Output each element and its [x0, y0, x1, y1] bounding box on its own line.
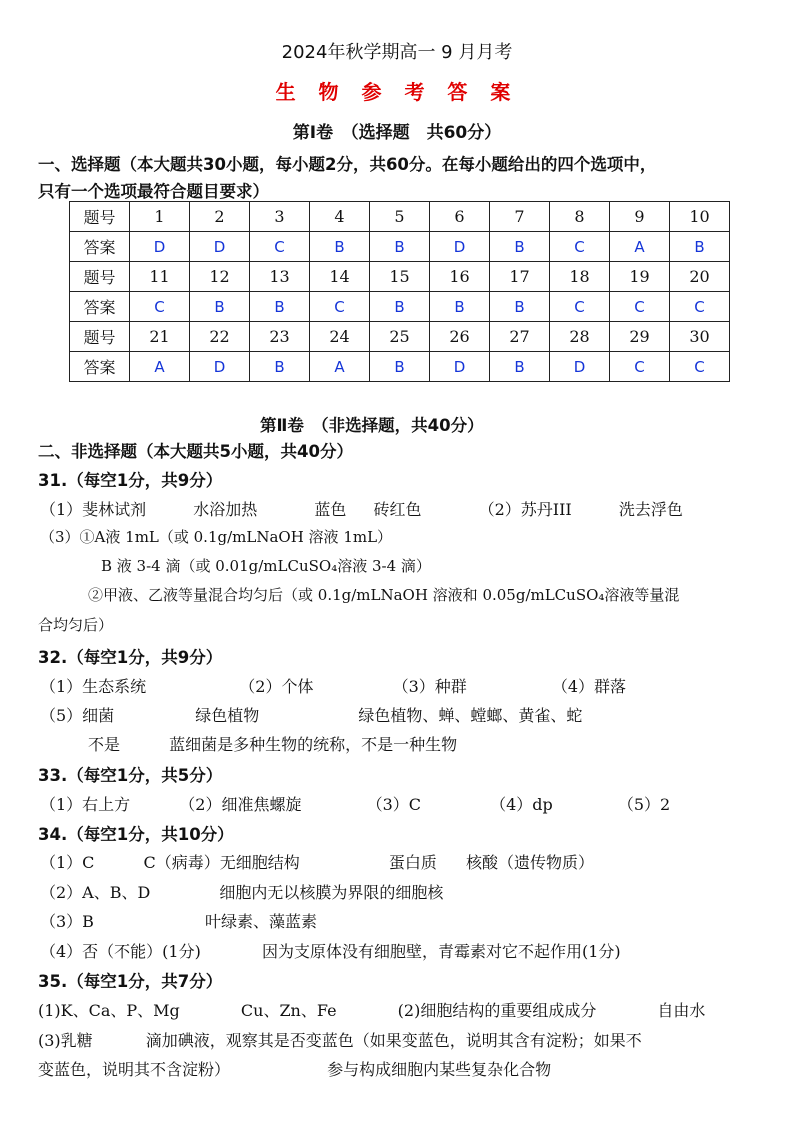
answer-cell: B [190, 292, 250, 322]
question-number-cell: 11 [130, 262, 190, 292]
q32-blank: （2）个体 [239, 677, 314, 696]
row-label-number: 题号 [70, 322, 130, 352]
question-number-cell: 9 [610, 202, 670, 232]
q33-blank: （4）dp [490, 795, 553, 814]
question-number-cell: 26 [430, 322, 490, 352]
row-label-answer: 答案 [70, 352, 130, 382]
table-row-numbers [70, 322, 730, 352]
q34-blank: （1）C [40, 853, 95, 872]
q31-blank: 蓝色 [314, 500, 347, 519]
q34-blank: （4）否（不能）(1分) [40, 942, 201, 961]
answer-cell: C [670, 352, 730, 382]
q35-blank: 滴加碘液，观察其是否变蓝色（如果变蓝色，说明其含有淀粉；如果不 [145, 1031, 642, 1050]
question-number-cell: 4 [310, 202, 370, 232]
row-label-number: 题号 [70, 262, 130, 292]
answer-cell: B [430, 292, 490, 322]
answer-cell: B [490, 292, 550, 322]
answer-cell: B [250, 352, 310, 382]
q32-blank: （5）细菌 [40, 706, 115, 725]
q34-blank: C（病毒）无细胞结构 [143, 853, 300, 872]
table-row-answers [70, 232, 730, 262]
q35-blank: (3)乳糖 [38, 1031, 93, 1050]
question-number-cell: 29 [610, 322, 670, 352]
q34-blank: （2）A、B、D [40, 883, 151, 902]
question-number-cell: 20 [670, 262, 730, 292]
answer-cell: B [310, 232, 370, 262]
q34-blank: 叶绿素、藻蓝素 [205, 912, 318, 931]
answer-cell: B [250, 292, 310, 322]
question-number-cell: 15 [370, 262, 430, 292]
question-number-cell: 16 [430, 262, 490, 292]
part1-title: 第Ⅰ卷 （选择题 共60分） [292, 123, 502, 143]
q35-line1 [38, 998, 705, 1021]
question-number-cell: 5 [370, 202, 430, 232]
row-label-answer: 答案 [70, 232, 130, 262]
answer-cell: D [430, 352, 490, 382]
q31-line5: 合均匀后） [38, 616, 114, 634]
table-row-numbers [70, 202, 730, 232]
answer-cell: D [430, 232, 490, 262]
q35-blank: (1)K、Ca、P、Mg [38, 1001, 180, 1020]
question-number-cell: 21 [130, 322, 190, 352]
q33-blank: （1）右上方 [40, 795, 131, 814]
answer-cell: B [490, 232, 550, 262]
q32-blank: 绿色植物、蝉、螳螂、黄雀、蛇 [358, 706, 583, 725]
q31-title: 31.（每空1分，共9分） [38, 471, 223, 490]
answer-cell: D [190, 232, 250, 262]
q34-line2 [40, 880, 443, 903]
question-number-cell: 24 [310, 322, 370, 352]
q35-blank: 自由水 [657, 1001, 706, 1020]
q34-blank: 细胞内无以核膜为界限的细胞核 [219, 883, 444, 902]
answer-cell: D [550, 352, 610, 382]
q32-blank: （1）生态系统 [40, 677, 147, 696]
question-number-cell: 8 [550, 202, 610, 232]
exam-title: 2024年秋学期高一 9 月月考 [281, 42, 513, 63]
answer-cell: B [370, 352, 430, 382]
q35-line2 [38, 1028, 642, 1051]
row-label-answer: 答案 [70, 292, 130, 322]
question-number-cell: 30 [670, 322, 730, 352]
q32-line2 [40, 703, 582, 726]
question-number-cell: 13 [250, 262, 310, 292]
q33-blank: （5）2 [617, 795, 671, 814]
q31-blank: （2）苏丹III [478, 500, 572, 519]
q32-blank: 蓝细菌是多种生物的统称，不是一种生物 [169, 735, 458, 754]
answer-cell: B [670, 232, 730, 262]
q33-title: 33.（每空1分，共5分） [38, 766, 223, 785]
q31-blank: 水浴加热 [193, 500, 258, 519]
q34-line1 [40, 850, 594, 873]
answer-cell: B [370, 232, 430, 262]
q32-blank: 绿色植物 [195, 706, 260, 725]
q31-line1 [40, 497, 683, 520]
q35-blank: (2)细胞结构的重要组成成分 [397, 1001, 597, 1020]
question-number-cell: 27 [490, 322, 550, 352]
q32-blank: 不是 [88, 735, 121, 754]
q35-blank: 变蓝色，说明其不含淀粉） [38, 1060, 231, 1079]
q35-blank: 参与构成细胞内某些复杂化合物 [327, 1060, 552, 1079]
q33-line1 [40, 792, 670, 815]
part2-title: 第Ⅱ卷 （非选择题，共40分） [260, 416, 484, 435]
question-number-cell: 12 [190, 262, 250, 292]
question-number-cell: 1 [130, 202, 190, 232]
q35-line3 [38, 1057, 551, 1080]
q32-blank: （4）群落 [551, 677, 627, 696]
q34-blank: 因为支原体没有细胞壁，青霉素对它不起作用(1分) [261, 942, 621, 961]
question-number-cell: 25 [370, 322, 430, 352]
q32-line1 [40, 674, 626, 697]
question-number-cell: 22 [190, 322, 250, 352]
answer-table [69, 201, 730, 382]
table-row-answers [70, 352, 730, 382]
q35-title: 35.（每空1分，共7分） [38, 972, 223, 991]
q31-line2: （3）①A液 1mL（或 0.1g/mLNaOH 溶液 1mL） [40, 528, 393, 546]
q32-blank: （3）种群 [392, 677, 467, 696]
answer-cell: C [550, 232, 610, 262]
q33-blank: （3）C [366, 795, 421, 814]
answer-cell: C [670, 292, 730, 322]
question-number-cell: 2 [190, 202, 250, 232]
q31-blank: 砖红色 [373, 500, 422, 519]
section1-instruction-line2: 只有一个选项最符合题目要求） [38, 182, 269, 201]
q31-blank: 洗去浮色 [618, 500, 683, 519]
answer-cell: A [130, 352, 190, 382]
answer-cell: A [610, 232, 670, 262]
table-row-numbers [70, 262, 730, 292]
answer-cell: C [130, 292, 190, 322]
subject-title: 生 物 参 考 答 案 [275, 80, 519, 104]
question-number-cell: 10 [670, 202, 730, 232]
answer-cell: C [250, 232, 310, 262]
q32-line3 [88, 732, 457, 755]
q35-blank: Cu、Zn、Fe [240, 1001, 337, 1020]
question-number-cell: 6 [430, 202, 490, 232]
table-row-answers [70, 292, 730, 322]
answer-cell: C [310, 292, 370, 322]
q34-title: 34.（每空1分，共10分） [38, 825, 234, 844]
answer-cell: D [130, 232, 190, 262]
q31-blank: （1）斐林试剂 [40, 500, 147, 519]
answer-cell: C [610, 352, 670, 382]
q34-line4 [40, 939, 621, 962]
q32-title: 32.（每空1分，共9分） [38, 648, 223, 667]
q33-blank: （2）细准焦螺旋 [179, 795, 302, 814]
answer-cell: C [610, 292, 670, 322]
answer-cell: B [370, 292, 430, 322]
q34-blank: 核酸（遗传物质） [465, 853, 594, 872]
question-number-cell: 7 [490, 202, 550, 232]
answer-cell: C [550, 292, 610, 322]
answer-cell: D [190, 352, 250, 382]
question-number-cell: 3 [250, 202, 310, 232]
question-number-cell: 28 [550, 322, 610, 352]
q34-blank: （3）B [40, 912, 94, 931]
question-number-cell: 14 [310, 262, 370, 292]
section1-instruction-line1: 一、选择题（本大题共30小题，每小题2分，共60分。在每小题给出的四个选项中， [38, 155, 657, 174]
answer-cell: B [490, 352, 550, 382]
q34-line3 [40, 909, 317, 932]
row-label-number: 题号 [70, 202, 130, 232]
answer-cell: A [310, 352, 370, 382]
question-number-cell: 17 [490, 262, 550, 292]
question-number-cell: 18 [550, 262, 610, 292]
question-number-cell: 23 [250, 322, 310, 352]
section2-title: 二、非选择题（本大题共5小题，共40分） [38, 442, 353, 461]
q31-line4: ②甲液、乙液等量混合均匀后（或 0.1g/mLNaOH 溶液和 0.05g/mLCuSO₄溶液等量混 [88, 586, 680, 604]
q34-blank: 蛋白质 [388, 853, 437, 872]
question-number-cell: 19 [610, 262, 670, 292]
q31-line3: B 液 3-4 滴（或 0.01g/mLCuSO₄溶液 3-4 滴） [101, 557, 431, 575]
